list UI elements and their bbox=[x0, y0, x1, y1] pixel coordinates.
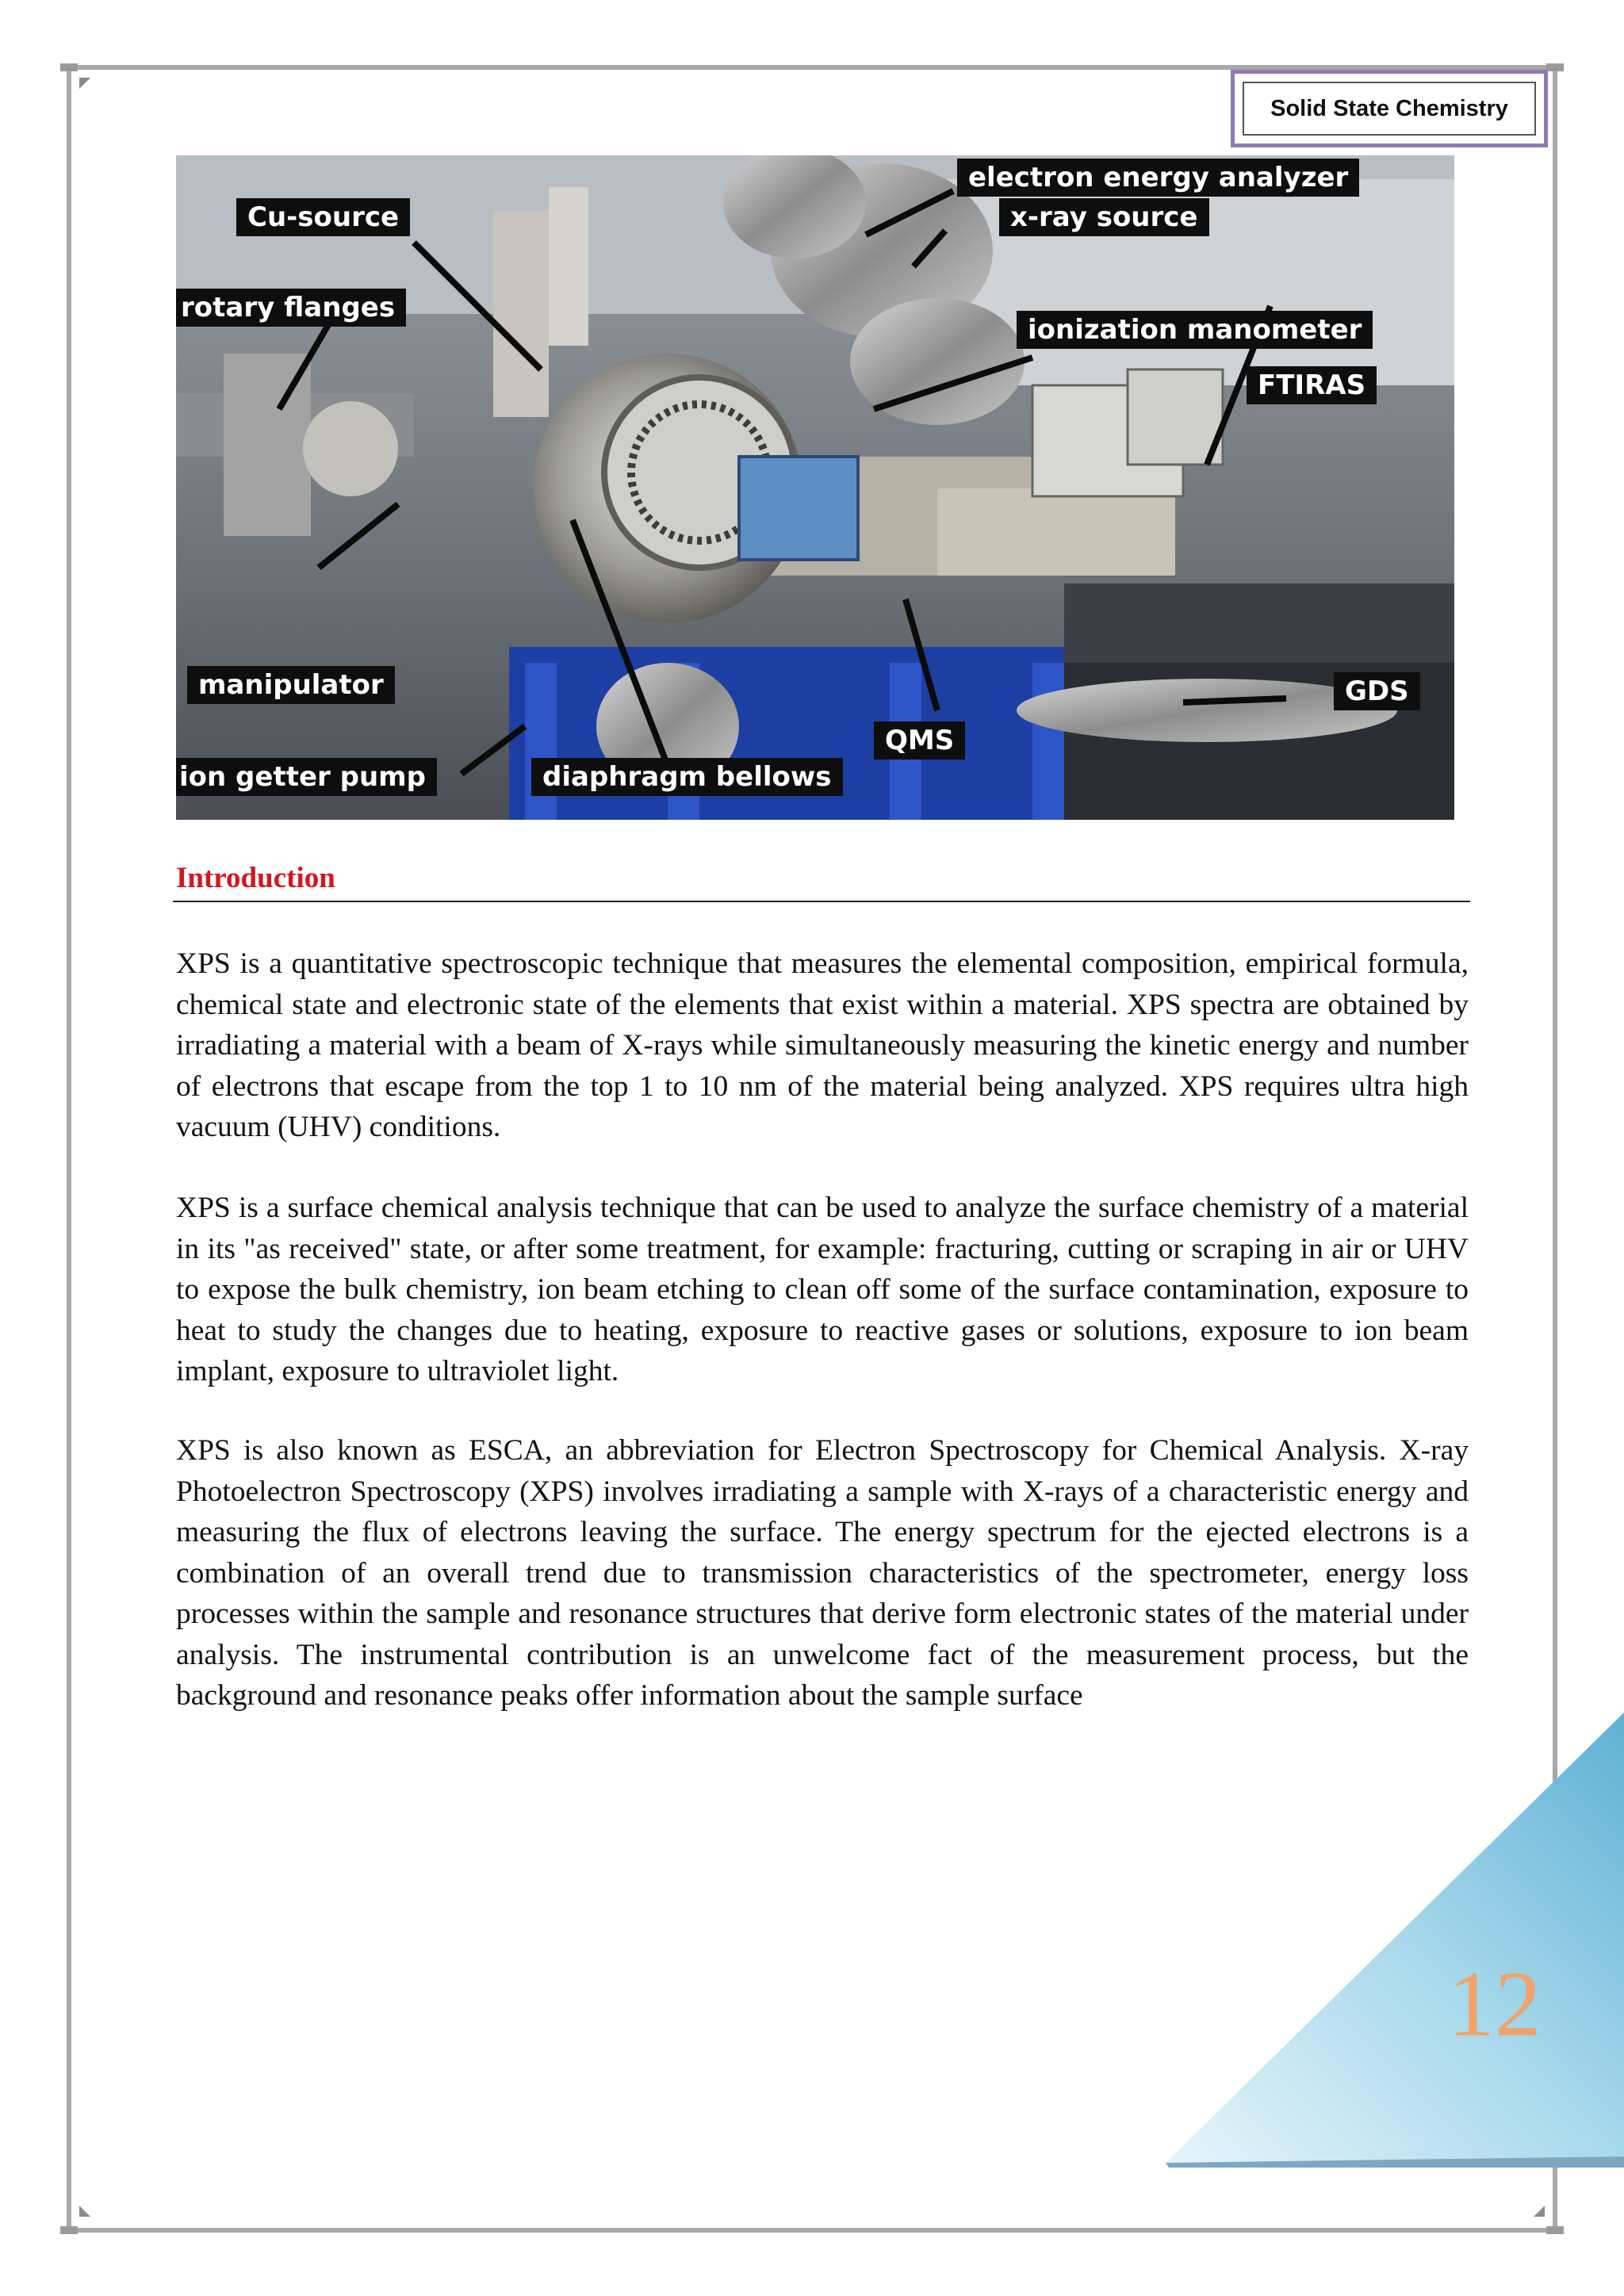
corner-mark-bottom-left bbox=[79, 2206, 90, 2217]
frame-tick bbox=[60, 2226, 78, 2234]
section-title: Introduction bbox=[176, 862, 335, 894]
frame-tick bbox=[1546, 2226, 1564, 2234]
page-number: 12 bbox=[1448, 1952, 1542, 2056]
paragraph-3: XPS is also known as ESCA, an abbreviation for Electron Spectroscopy for Chemical Analysis. X-ray Photoelectron Spectroscopy (XPS) involves irradiating a sample with X-rays of a characteristic energy and measuring the flux of electrons leaving the surface. The energy spectrum for the ejected electrons is a combination of an overall trend due to transmission characteristics of the spectrometer, energy loss processes within the sample and resonance structures that derive form electronic states of the material under analysis. The instrumental contribution is an unwelcome fact of the measurement process, but the background and resonance peaks offer information about the sample surface bbox=[176, 1434, 1469, 1712]
label-gds: GDS bbox=[1334, 672, 1420, 710]
label-rotary-flanges: rotary flanges bbox=[176, 289, 406, 327]
paragraph-1: XPS is a quantitative spectroscopic technique that measures the elemental composition, empirical formula, chemical state and electronic state of the elements that exist within a material. XPS spectra are obtained by irradiating a material with a beam of X-rays while simultaneously measuring the kinetic energy and number of electrons that escape from the top 1 to 10 nm of the material being analyzed. XPS requires ultra high vacuum (UHV) conditions. bbox=[176, 947, 1469, 1143]
label-ionization-manometer: ionization manometer bbox=[1017, 311, 1373, 349]
label-ion-getter-pump: ion getter pump bbox=[176, 758, 437, 796]
page-border-left bbox=[67, 65, 71, 2233]
label-cu-source: Cu-source bbox=[236, 198, 410, 236]
label-manipulator: manipulator bbox=[187, 666, 395, 704]
label-electron-energy-analyzer: electron energy analyzer bbox=[957, 159, 1359, 197]
header-badge-label: Solid State Chemistry bbox=[1243, 82, 1536, 136]
heading-underline bbox=[173, 901, 1470, 902]
xps-apparatus-photo bbox=[176, 155, 1454, 820]
corner-mark-top-left bbox=[79, 78, 90, 89]
frame-tick bbox=[1546, 63, 1564, 71]
label-x-ray-source: x-ray source bbox=[999, 198, 1209, 236]
corner-triangle-decoration bbox=[1158, 1712, 1624, 2172]
label-qms: QMS bbox=[874, 721, 965, 760]
label-ftiras: FTIRAS bbox=[1247, 366, 1377, 404]
header-badge bbox=[1231, 70, 1548, 147]
paragraph-2: XPS is a surface chemical analysis technique that can be used to analyze the surface chemistry of a material in its "as received" state, or after some treatment, for example: fracturing, cutting or scraping in air or UHV to expose the bulk chemistry, ion beam etching to clean off some of the surface contamination, exposure to heat to study the changes due to heating, exposure to reactive gases or solutions, exposure to ion beam implant, exposure to ultraviolet light. bbox=[176, 1192, 1469, 1387]
corner-mark-bottom-right bbox=[1534, 2206, 1545, 2217]
apparatus-illustration bbox=[176, 155, 1454, 820]
frame-tick bbox=[60, 63, 78, 71]
page-border-bottom bbox=[67, 2228, 1557, 2233]
label-diaphragm-bellows: diaphragm bellows bbox=[531, 758, 843, 796]
